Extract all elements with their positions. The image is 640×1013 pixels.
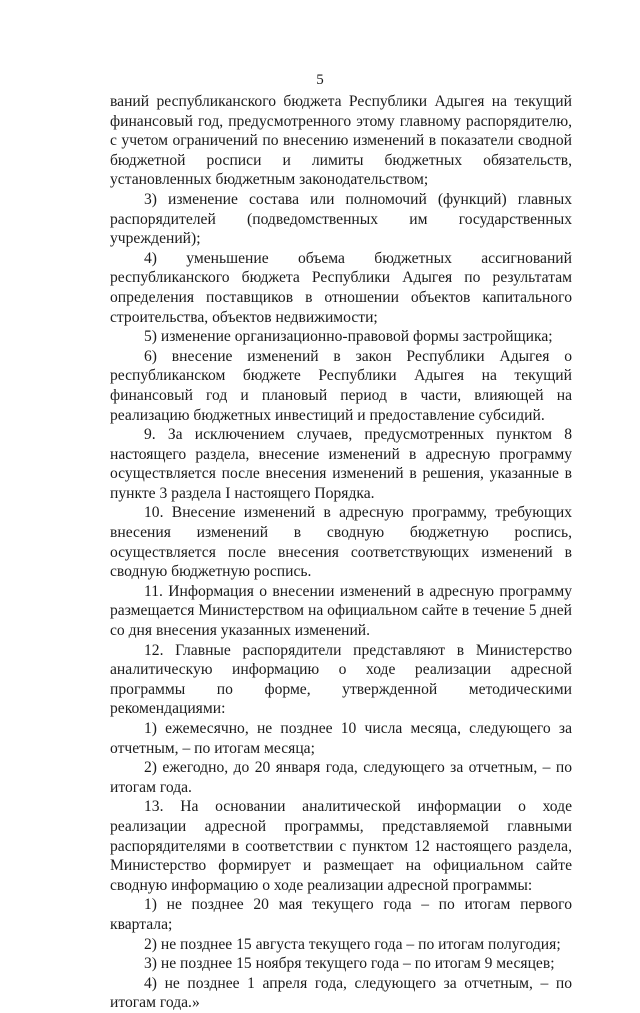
paragraph-item-6: 6) внесение изменений в закон Республики Адыгея о республиканском бюджете Республики Адыгея на текущий финансовый год и плановый период в части, влияющей на реализацию бюджетных инвестиций и предоставление субсидий.	[110, 347, 572, 424]
paragraph-clause-9: 9. За исключением случаев, предусмотренных пунктом 8 настоящего раздела, внесение изменений в адресную программу осуществляется после внесения изменений в решения, указанные в пункте 3 раздела I настоящего Порядка.	[110, 426, 572, 502]
paragraph-clause-13-item-1: 1) не позднее 20 мая текущего года – по итогам первого квартала;	[110, 896, 572, 933]
paragraph-continuation: ваний республиканского бюджета Республики Адыгея на текущий финансовый год, предусмотренного этому главному распорядителю, с учетом ограничений по внесению изменений в показатели сводной бюджетной росписи и лимиты бюджетных обязательств, установленных бюджетным законодательством;	[110, 93, 572, 189]
paragraph-clause-13-item-4: 4) не позднее 1 апреля года, следующего за отчетным, – по итогам года.»	[110, 974, 572, 1012]
document-body	[110, 92, 572, 1013]
paragraph-clause-12-item-1: 1) ежемесячно, не позднее 10 числа месяца, следующего за отчетным, – по итогам месяца;	[110, 720, 572, 757]
paragraph-clause-12-item-2: 2) ежегодно, до 20 января года, следующего за отчетным, – по итогам года.	[110, 759, 572, 796]
paragraph-item-5: 5) изменение организационно-правовой формы застройщика;	[144, 328, 553, 346]
paragraph-clause-13: 13. На основании аналитической информации о ходе реализации адресной программы, представляемой главными распорядителями в соответствии с пунктом 12 настоящего раздела, Министерство формирует и размещает на официальном сайте сводную информацию о ходе реализации адресной программы:	[110, 798, 572, 894]
paragraph-item-4: 4) уменьшение объема бюджетных ассигнований республиканского бюджета Республики Адыгея по результатам определения поставщиков в отношении объектов капитального строительства, объектов недвижимости;	[110, 249, 572, 326]
paragraph-clause-11: 11. Информация о внесении изменений в адресную программу размещается Министерством на официальном сайте в течение 5 дней со дня внесения указанных изменений.	[110, 582, 572, 640]
paragraph-item-3: 3) изменение состава или полномочий (функций) главных распорядителей (подведомственных им государственных учреждений);	[110, 190, 572, 248]
page-number: 5	[316, 72, 324, 88]
paragraph-clause-13-item-3: 3) не позднее 15 ноября текущего года – по итогам 9 месяцев;	[144, 955, 555, 973]
paragraph-clause-12: 12. Главные распорядители представляют в Министерство аналитическую информацию о ходе реализации адресной программы по форме, утвержденной методическими рекомендациями:	[110, 641, 572, 718]
paragraph-clause-13-item-2: 2) не позднее 15 августа текущего года – по итогам полугодия;	[144, 935, 561, 953]
paragraph-clause-10: 10. Внесение изменений в адресную программу, требующих внесения изменений в сводную бюджетную роспись, осуществляется после внесения соответствующих изменений в сводную бюджетную роспись.	[110, 504, 572, 581]
